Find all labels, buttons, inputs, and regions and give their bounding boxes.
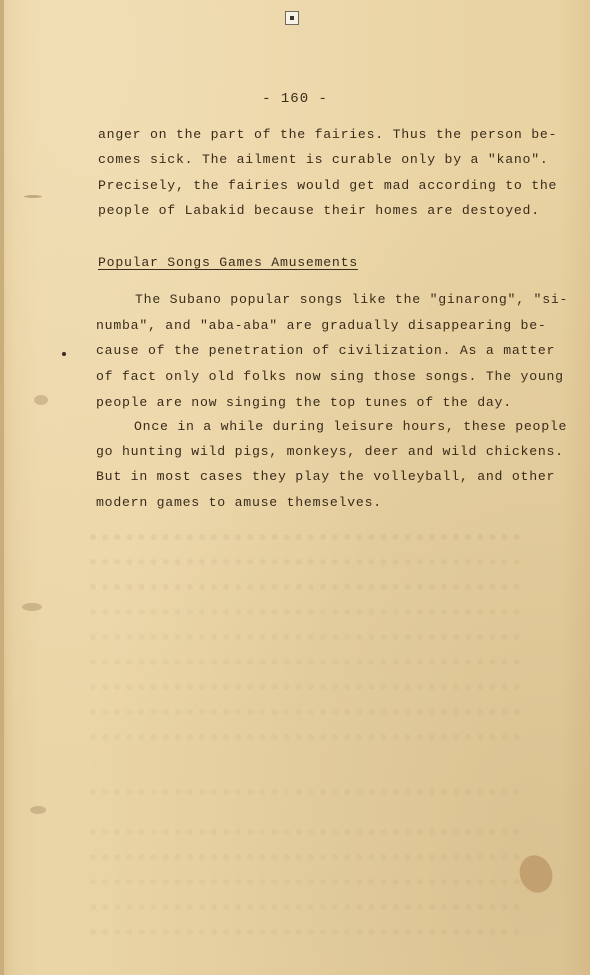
text-line: But in most cases they play the volleyball, and other	[96, 469, 556, 484]
text-line: anger on the part of the fairies. Thus the person be-	[98, 127, 558, 142]
scan-marker	[285, 11, 299, 25]
bleed-through	[90, 890, 520, 910]
section-heading: Popular Songs Games Amusements	[98, 255, 358, 270]
binding-hole-mark	[30, 806, 46, 814]
binding-hole-mark	[22, 603, 42, 611]
bleed-through	[90, 720, 520, 740]
bleed-through	[90, 865, 520, 885]
text-line: cause of the penetration of civilization. As a matter	[96, 343, 556, 358]
text-line: The Subano popular songs like the "ginarong", "si-	[135, 292, 569, 307]
bleed-through	[90, 520, 520, 540]
binding-edge	[0, 0, 4, 975]
page-number: - 160 -	[262, 91, 328, 107]
bleed-through	[90, 775, 520, 795]
bleed-through	[90, 645, 520, 665]
bleed-through	[90, 595, 520, 615]
text-line: people are now singing the top tunes of the day.	[96, 395, 512, 410]
text-line: modern games to amuse themselves.	[96, 495, 382, 510]
text-line: numba", and "aba-aba" are gradually disappearing be-	[96, 318, 547, 333]
bleed-through	[90, 840, 520, 860]
bleed-through	[90, 695, 520, 715]
ink-dot	[62, 352, 66, 356]
text-line: Once in a while during leisure hours, these people	[134, 419, 568, 434]
bleed-through	[90, 815, 520, 835]
bleed-through	[90, 620, 520, 640]
bleed-through	[90, 915, 520, 935]
text-line: Precisely, the fairies would get mad according to the	[98, 178, 558, 193]
text-line: go hunting wild pigs, monkeys, deer and wild chickens.	[96, 444, 564, 459]
text-line: of fact only old folks now sing those songs. The young	[96, 369, 564, 384]
text-line: comes sick. The ailment is curable only by a "kano".	[98, 152, 549, 167]
stain-mark	[514, 851, 557, 898]
bleed-through	[90, 670, 520, 690]
bleed-through	[90, 570, 520, 590]
bleed-through	[90, 545, 520, 565]
text-line: people of Labakid because their homes are destoyed.	[98, 203, 540, 218]
binding-hole-mark	[24, 195, 42, 198]
binding-hole-mark	[34, 395, 48, 405]
